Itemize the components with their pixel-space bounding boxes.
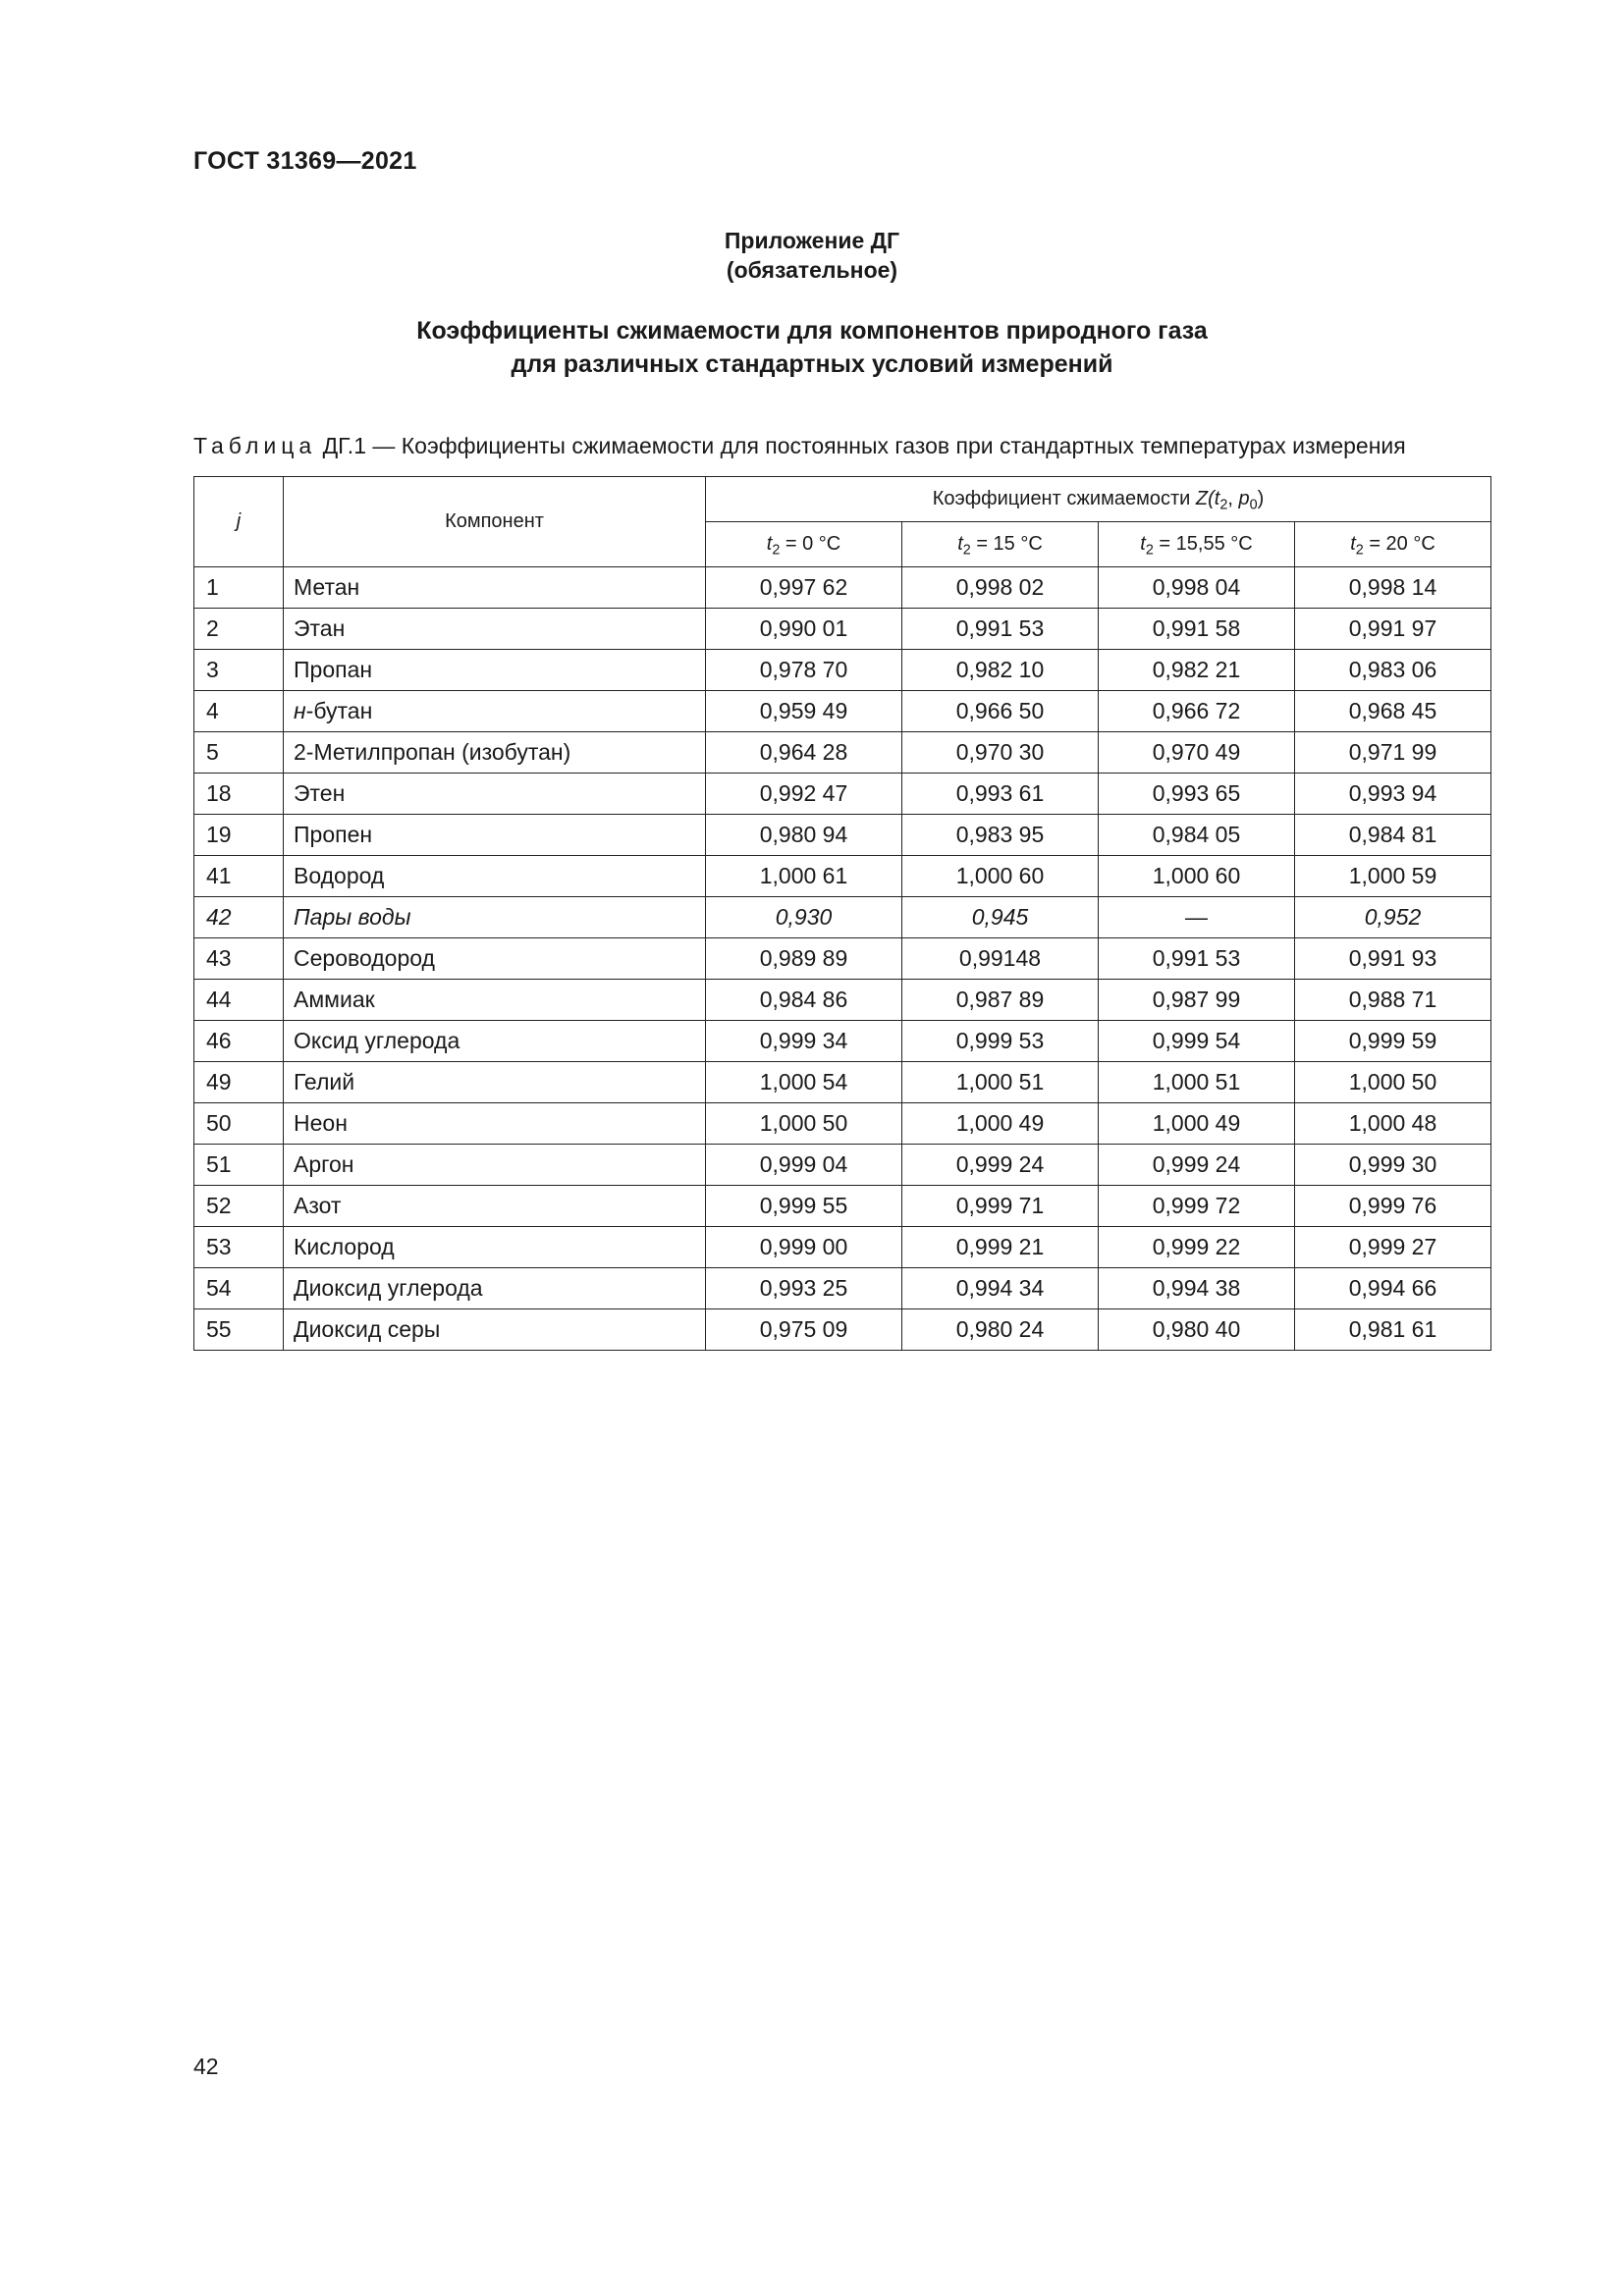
cell-component: н-бутан xyxy=(284,691,706,732)
appendix-title: Приложение ДГ xyxy=(724,228,900,253)
cell-value: 0,990 01 xyxy=(706,609,902,650)
cell-value: 1,000 60 xyxy=(1099,856,1295,897)
cell-value: 0,975 09 xyxy=(706,1309,902,1351)
cell-value: 0,99148 xyxy=(902,938,1099,980)
cell-j: 50 xyxy=(194,1103,284,1145)
table-row xyxy=(194,650,1491,691)
cell-value: 0,966 72 xyxy=(1099,691,1295,732)
cell-value: 0,999 27 xyxy=(1295,1227,1491,1268)
cell-value: 0,999 55 xyxy=(706,1186,902,1227)
cell-j: 55 xyxy=(194,1309,284,1351)
cell-value: 0,966 50 xyxy=(902,691,1099,732)
table-row xyxy=(194,567,1491,609)
cell-value: 1,000 51 xyxy=(1099,1062,1295,1103)
cell-value: 1,000 50 xyxy=(706,1103,902,1145)
cell-value: — xyxy=(1099,897,1295,938)
table-body xyxy=(194,567,1491,1351)
table-row xyxy=(194,1145,1491,1186)
table-row xyxy=(194,1186,1491,1227)
cell-value: 0,999 53 xyxy=(902,1021,1099,1062)
cell-value: 0,980 24 xyxy=(902,1309,1099,1351)
cell-value: 0,999 71 xyxy=(902,1186,1099,1227)
cell-component: Аммиак xyxy=(284,980,706,1021)
cell-value: 0,991 58 xyxy=(1099,609,1295,650)
cell-value: 0,999 30 xyxy=(1295,1145,1491,1186)
cell-component: Кислород xyxy=(284,1227,706,1268)
cell-value: 0,971 99 xyxy=(1295,732,1491,774)
cell-value: 0,998 04 xyxy=(1099,567,1295,609)
cell-component: Оксид углерода xyxy=(284,1021,706,1062)
cell-j: 18 xyxy=(194,774,284,815)
cell-value: 0,984 86 xyxy=(706,980,902,1021)
section-title-line1: Коэффициенты сжимаемости для компонентов природного газа xyxy=(416,317,1208,345)
cell-value: 1,000 49 xyxy=(902,1103,1099,1145)
cell-value: 1,000 50 xyxy=(1295,1062,1491,1103)
header-temp: $t_2 = 15,55$ °C xyxy=(1099,522,1295,567)
cell-value: 0,984 81 xyxy=(1295,815,1491,856)
table-header-row xyxy=(194,477,1491,522)
cell-value: 0,999 24 xyxy=(902,1145,1099,1186)
table-caption-text: ДГ.1 — Коэффициенты сжимаемости для постоянных газов при стандартных температурах измерения xyxy=(322,433,1406,458)
cell-value: 0,991 53 xyxy=(1099,938,1295,980)
cell-value: 0,993 25 xyxy=(706,1268,902,1309)
cell-component: Этен xyxy=(284,774,706,815)
cell-value: 0,982 21 xyxy=(1099,650,1295,691)
cell-value: 0,980 94 xyxy=(706,815,902,856)
cell-value: 1,000 48 xyxy=(1295,1103,1491,1145)
header-temp: $t_2 = 0$ °C xyxy=(706,522,902,567)
table-row xyxy=(194,1103,1491,1145)
table-row xyxy=(194,1227,1491,1268)
table-row xyxy=(194,691,1491,732)
cell-j: 42 xyxy=(194,897,284,938)
cell-component: 2-Метилпропан (изобутан) xyxy=(284,732,706,774)
table-row xyxy=(194,732,1491,774)
cell-value: 0,984 05 xyxy=(1099,815,1295,856)
table-row xyxy=(194,609,1491,650)
cell-j: 52 xyxy=(194,1186,284,1227)
cell-value: 0,994 34 xyxy=(902,1268,1099,1309)
cell-j: 2 xyxy=(194,609,284,650)
cell-value: 0,991 53 xyxy=(902,609,1099,650)
cell-value: 0,999 00 xyxy=(706,1227,902,1268)
compressibility-table xyxy=(193,476,1491,1351)
cell-value: 0,997 62 xyxy=(706,567,902,609)
cell-value: 0,964 28 xyxy=(706,732,902,774)
cell-value: 0,959 49 xyxy=(706,691,902,732)
cell-value: 0,945 xyxy=(902,897,1099,938)
table-row xyxy=(194,856,1491,897)
cell-j: 19 xyxy=(194,815,284,856)
cell-component: Гелий xyxy=(284,1062,706,1103)
cell-component: Пропен xyxy=(284,815,706,856)
cell-j: 49 xyxy=(194,1062,284,1103)
cell-component: Диоксид серы xyxy=(284,1309,706,1351)
cell-value: 0,983 95 xyxy=(902,815,1099,856)
cell-value: 0,989 89 xyxy=(706,938,902,980)
table-row xyxy=(194,897,1491,938)
cell-component: Метан xyxy=(284,567,706,609)
table-row xyxy=(194,1309,1491,1351)
header-compressibility-group: Коэффициент сжимаемости $Z(t_2$, $p_0$) xyxy=(706,477,1491,522)
cell-value: 0,987 89 xyxy=(902,980,1099,1021)
cell-component: Пары воды xyxy=(284,897,706,938)
cell-j: 44 xyxy=(194,980,284,1021)
cell-j: 46 xyxy=(194,1021,284,1062)
cell-value: 0,952 xyxy=(1295,897,1491,938)
appendix-heading xyxy=(0,226,1624,285)
cell-value: 0,930 xyxy=(706,897,902,938)
cell-value: 1,000 51 xyxy=(902,1062,1099,1103)
cell-value: 1,000 61 xyxy=(706,856,902,897)
cell-value: 1,000 49 xyxy=(1099,1103,1295,1145)
cell-value: 0,999 59 xyxy=(1295,1021,1491,1062)
cell-value: 0,970 49 xyxy=(1099,732,1295,774)
cell-value: 0,999 24 xyxy=(1099,1145,1295,1186)
cell-j: 43 xyxy=(194,938,284,980)
cell-component: Диоксид углерода xyxy=(284,1268,706,1309)
cell-value: 0,968 45 xyxy=(1295,691,1491,732)
cell-component: Неон xyxy=(284,1103,706,1145)
cell-value: 1,000 60 xyxy=(902,856,1099,897)
cell-component: Аргон xyxy=(284,1145,706,1186)
cell-value: 1,000 59 xyxy=(1295,856,1491,897)
table-row xyxy=(194,980,1491,1021)
table-row xyxy=(194,1021,1491,1062)
cell-value: 1,000 54 xyxy=(706,1062,902,1103)
cell-value: 0,987 99 xyxy=(1099,980,1295,1021)
cell-value: 0,983 06 xyxy=(1295,650,1491,691)
appendix-status: (обязательное) xyxy=(726,257,898,283)
cell-value: 0,981 61 xyxy=(1295,1309,1491,1351)
cell-j: 3 xyxy=(194,650,284,691)
cell-value: 0,999 21 xyxy=(902,1227,1099,1268)
table-caption xyxy=(193,433,1406,459)
header-temp: $t_2 = 15$ °C xyxy=(902,522,1099,567)
cell-j: 51 xyxy=(194,1145,284,1186)
header-j: j xyxy=(194,477,284,567)
cell-component: Пропан xyxy=(284,650,706,691)
header-component: Компонент xyxy=(284,477,706,567)
cell-value: 0,988 71 xyxy=(1295,980,1491,1021)
cell-value: 0,999 34 xyxy=(706,1021,902,1062)
header-temp: $t_2 = 20$ °C xyxy=(1295,522,1491,567)
cell-value: 0,970 30 xyxy=(902,732,1099,774)
cell-value: 0,982 10 xyxy=(902,650,1099,691)
table-row xyxy=(194,1268,1491,1309)
cell-j: 41 xyxy=(194,856,284,897)
cell-value: 0,991 97 xyxy=(1295,609,1491,650)
document-code: ГОСТ 31369—2021 xyxy=(193,147,417,175)
cell-value: 0,978 70 xyxy=(706,650,902,691)
cell-value: 0,999 72 xyxy=(1099,1186,1295,1227)
cell-j: 5 xyxy=(194,732,284,774)
cell-value: 0,998 02 xyxy=(902,567,1099,609)
page-number: 42 xyxy=(193,2054,219,2079)
cell-component: Азот xyxy=(284,1186,706,1227)
table-row xyxy=(194,938,1491,980)
cell-j: 53 xyxy=(194,1227,284,1268)
cell-component: Этан xyxy=(284,609,706,650)
cell-value: 0,992 47 xyxy=(706,774,902,815)
cell-value: 0,994 38 xyxy=(1099,1268,1295,1309)
cell-value: 0,994 66 xyxy=(1295,1268,1491,1309)
cell-value: 0,991 93 xyxy=(1295,938,1491,980)
cell-component: Водород xyxy=(284,856,706,897)
cell-j: 54 xyxy=(194,1268,284,1309)
cell-value: 0,999 22 xyxy=(1099,1227,1295,1268)
cell-value: 0,980 40 xyxy=(1099,1309,1295,1351)
cell-value: 0,999 04 xyxy=(706,1145,902,1186)
cell-value: 0,993 94 xyxy=(1295,774,1491,815)
cell-value: 0,999 54 xyxy=(1099,1021,1295,1062)
table-row xyxy=(194,815,1491,856)
cell-value: 0,993 65 xyxy=(1099,774,1295,815)
cell-j: 4 xyxy=(194,691,284,732)
cell-value: 0,993 61 xyxy=(902,774,1099,815)
table-caption-prefix: Таблица xyxy=(193,433,317,458)
cell-value: 0,999 76 xyxy=(1295,1186,1491,1227)
table-row xyxy=(194,774,1491,815)
cell-value: 0,998 14 xyxy=(1295,567,1491,609)
cell-component: Сероводород xyxy=(284,938,706,980)
table-row xyxy=(194,1062,1491,1103)
section-title-line2: для различных стандартных условий измерений xyxy=(511,350,1113,378)
section-title xyxy=(0,314,1624,381)
cell-j: 1 xyxy=(194,567,284,609)
